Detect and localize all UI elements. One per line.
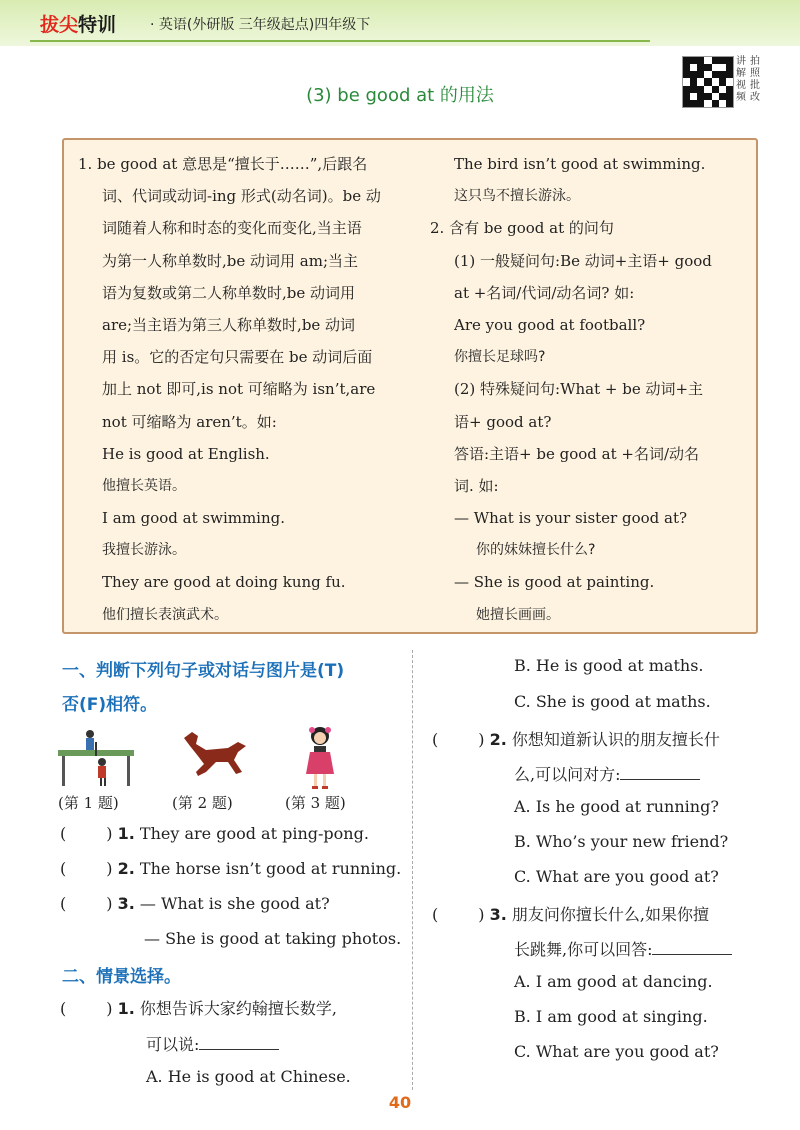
- choice-q1-option-b[interactable]: B. He is good at maths.: [514, 656, 704, 675]
- choice-q2-option-c[interactable]: C. What are you good at?: [514, 867, 719, 886]
- judge-item-1[interactable]: ( ) 1. They are good at ping-pong.: [60, 824, 369, 843]
- choice-q3[interactable]: ( ) 3. 朋友问你擅长什么,如果你擅: [432, 905, 709, 924]
- girl-camera-picture: [300, 724, 340, 790]
- section1-heading-line2: 否(F)相符。: [62, 695, 158, 715]
- answer-blank[interactable]: [199, 1035, 279, 1050]
- judge-item-2[interactable]: ( ) 2. The horse isn’t good at running.: [60, 859, 402, 878]
- choice-q3-line2: 长跳舞,你可以回答:: [514, 937, 732, 960]
- caption-q3: (第 3 题): [285, 794, 346, 812]
- grammar-left-column: 1. be good at 意思是“擅长于……”,后跟名 词、代词或动词-ing 形式(动名词)。be 动 词随着人称和时态的变化而变化,当主语 为第一人称单数时,be 动词用 am;当主 语为复数或第二人称单数时,be 动词用 are;当主语为第三人称单数时,be 动词 用 is。它的否定句只需要在 be 动词后面 加上 not 即可,is not 可缩略为 isn’t,are not 可缩略为 aren’t。如: He is good at English. 他擅长英语。 I am good at swimming. 我擅长游泳。 They are good at doing kung fu. 他们擅长表演武术。: [78, 155, 381, 623]
- section1-heading-line1: 一、判断下列句子或对话与图片是(T): [62, 661, 345, 681]
- qr-code-icon[interactable]: [682, 56, 734, 108]
- choice-q1-option-c[interactable]: C. She is good at maths.: [514, 692, 711, 711]
- choice-q1-line2: 可以说:: [146, 1032, 279, 1055]
- caption-q1: (第 1 题): [58, 794, 119, 812]
- choice-q3-option-c[interactable]: C. What are you good at?: [514, 1042, 719, 1061]
- caption-q2: (第 2 题): [172, 794, 233, 812]
- choice-q2-option-a[interactable]: A. Is he good at running?: [514, 797, 719, 816]
- header-divider: [30, 40, 650, 42]
- page-number: 40: [388, 1093, 412, 1112]
- column-divider: [412, 650, 413, 1090]
- section-title: (3) be good at 的用法: [306, 85, 494, 106]
- book-subtitle: · 英语(外研版 三年级起点)四年级下: [150, 17, 371, 33]
- choice-q3-option-b[interactable]: B. I am good at singing.: [514, 1007, 708, 1026]
- grammar-right-column: The bird isn’t good at swimming. 这只鸟不擅长游泳。 2. 含有 be good at 的问句 (1) 一般疑问句:Be 动词+主语+ good at +名词/代词/动名词? 如: Are you good at football? 你擅长足球吗? (2) 特殊疑问句:What + be 动词+主 语+ good at? 答语:主语+ be good at +名词/动名 词. 如: — What is your sister good at? 你的妹妹擅长什么? — She is good at painting. 她擅长画画。: [430, 155, 712, 623]
- choice-q2-option-b[interactable]: B. Who’s your new friend?: [514, 832, 729, 851]
- choice-q1-option-a[interactable]: A. He is good at Chinese.: [146, 1067, 351, 1086]
- qr-caption: 讲 拍 解 照 视 批 频 改: [736, 56, 760, 103]
- judge-item-3-reply: — She is good at taking photos.: [144, 929, 402, 948]
- choice-q2-line2: 么,可以问对方:: [514, 762, 700, 785]
- horse-picture: [176, 730, 250, 780]
- choice-q1[interactable]: ( ) 1. 你想告诉大家约翰擅长数学,: [60, 999, 337, 1018]
- brand-logo: 拔尖特训: [40, 14, 117, 36]
- choice-q2[interactable]: ( ) 2. 你想知道新认识的朋友擅长什: [432, 730, 720, 749]
- section2-heading: 二、情景选择。: [62, 967, 181, 987]
- ping-pong-picture: [56, 728, 136, 788]
- answer-blank[interactable]: [620, 765, 700, 780]
- judge-item-3[interactable]: ( ) 3. — What is she good at?: [60, 894, 330, 913]
- answer-blank[interactable]: [652, 940, 732, 955]
- choice-q3-option-a[interactable]: A. I am good at dancing.: [514, 972, 713, 991]
